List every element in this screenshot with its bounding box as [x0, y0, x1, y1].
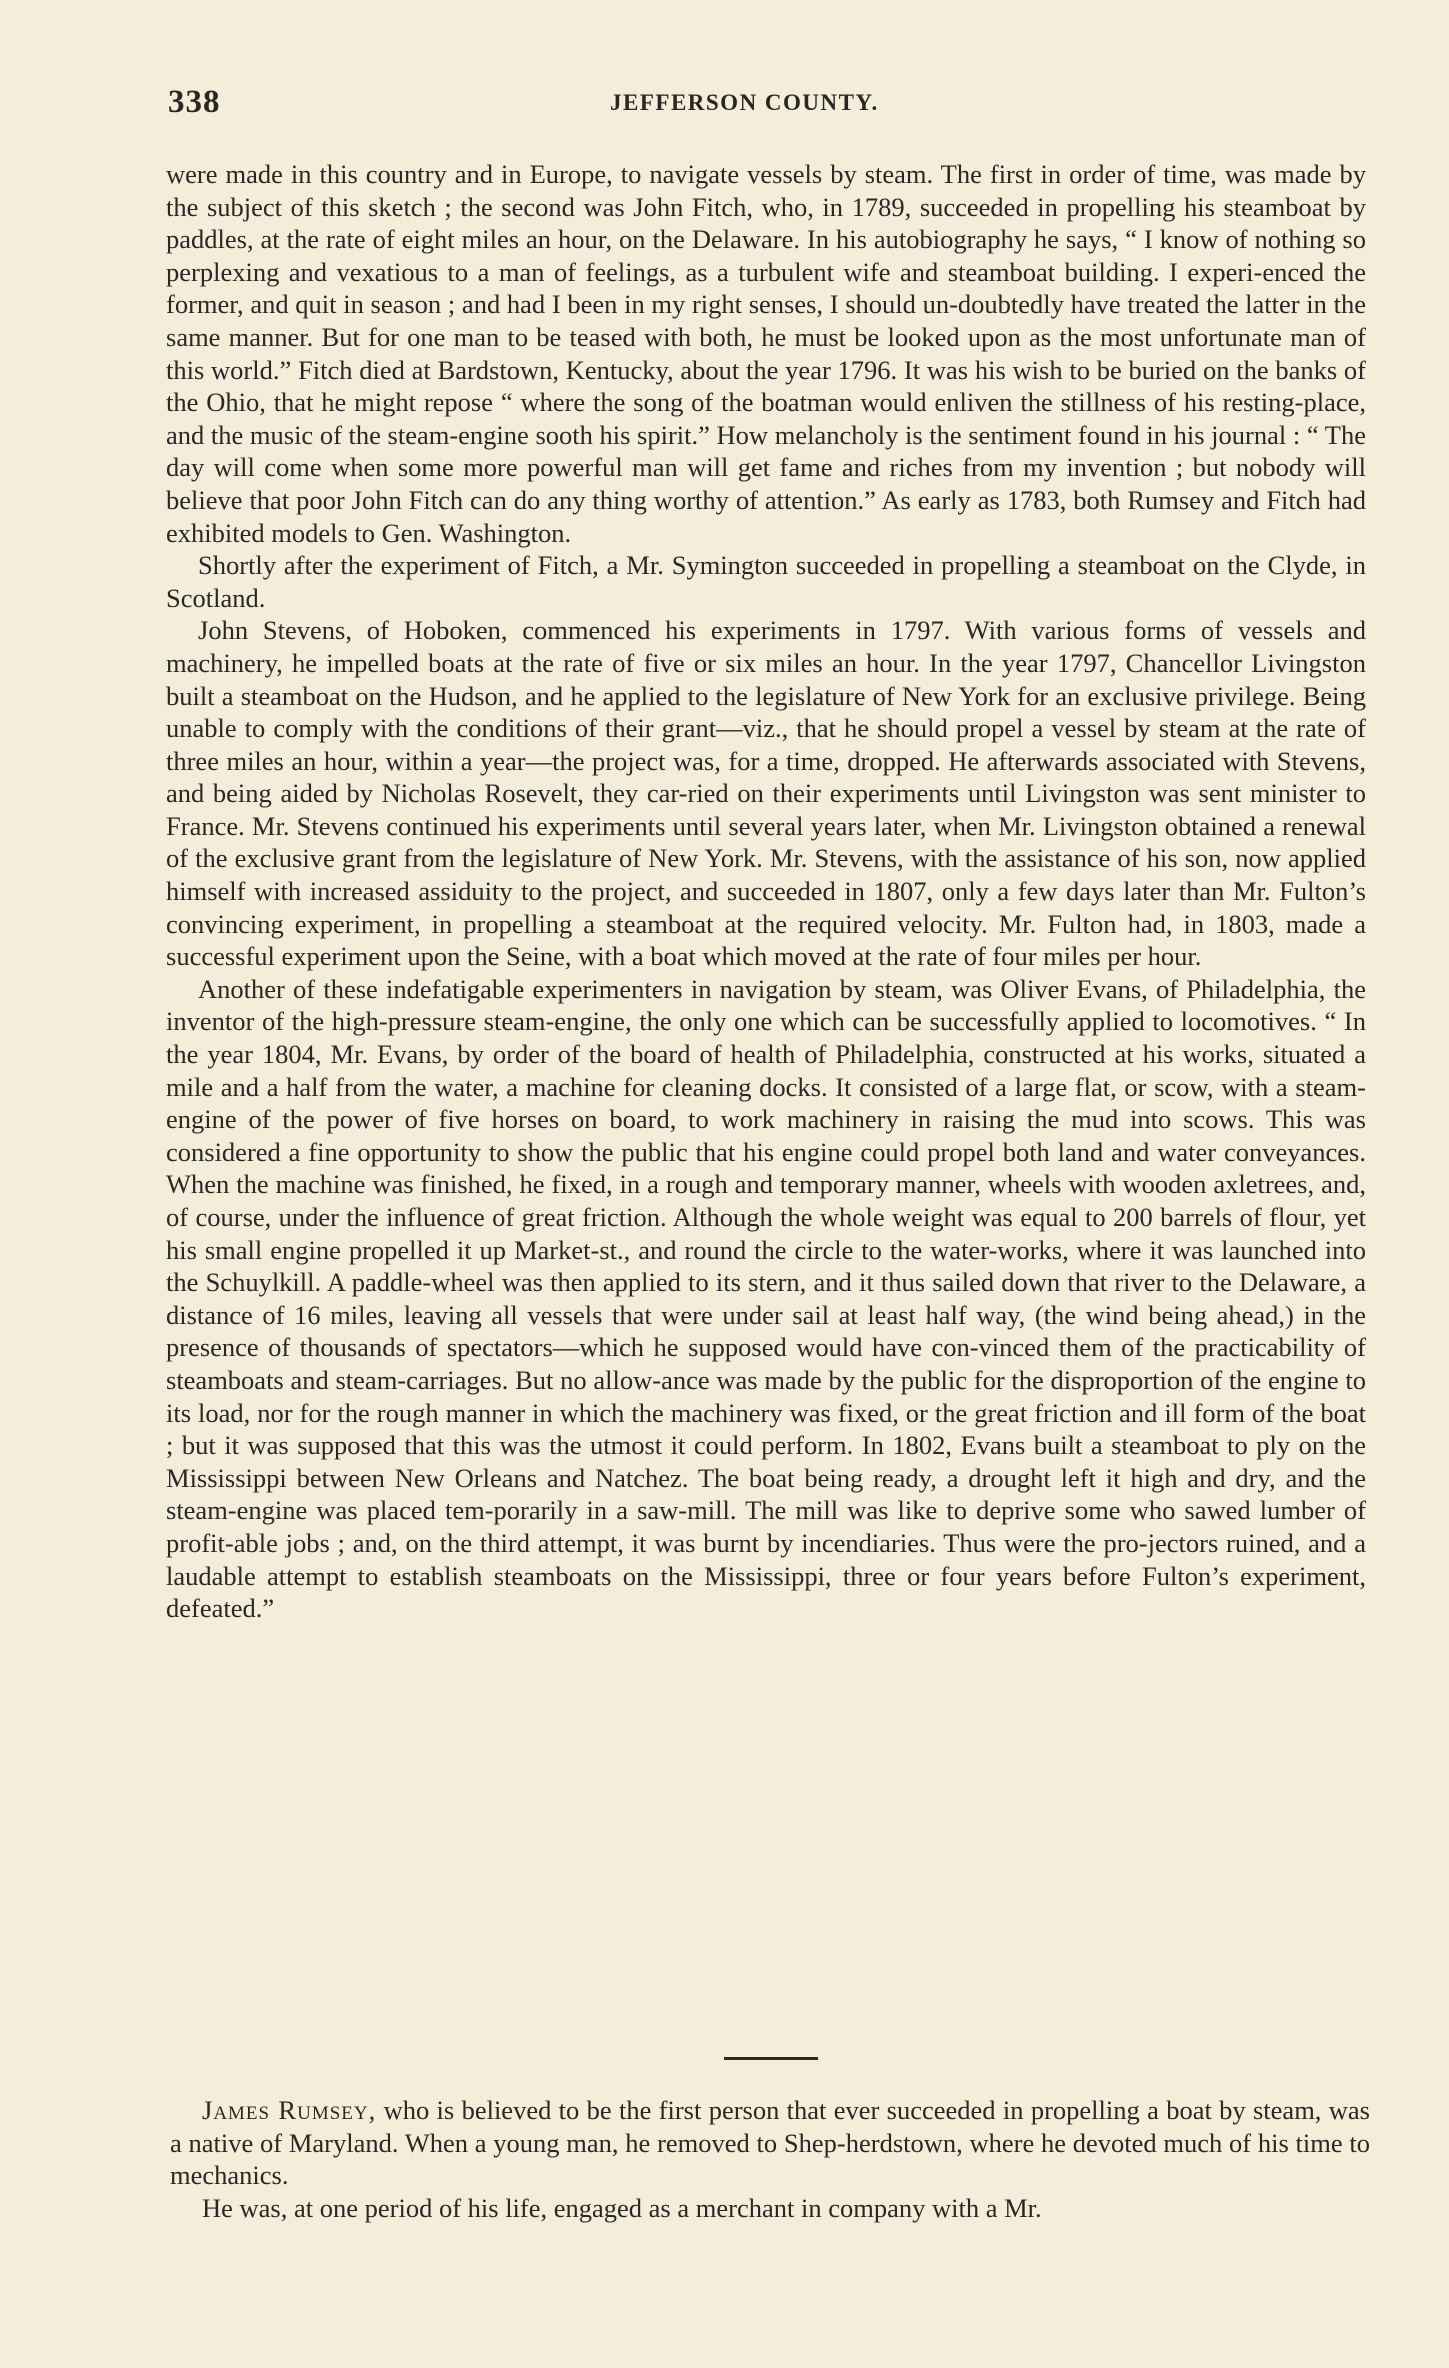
- paragraph-stevens: John Stevens, of Hoboken, commenced his experiments in 1797. With various forms of vessels and machinery, he impelled boats at the rate of five or six miles an hour. In the year 1797, Chancellor Livingston built a steamboat on the Hudson, and he applied to the legislature of New York for an exclusive privilege. Being unable to comply with the conditions of their grant—viz., that he should propel a vessel by steam at the rate of three miles an hour, within a year—the project was, for a time, dropped. He afterwards associated with Stevens, and being aided by Nicholas Rosevelt, they car-ried on their experiments until Livingston was sent minister to France. Mr. Stevens continued his experiments until several years later, when Mr. Livingston obtained a renewal of the exclusive grant from the legislature of New York. Mr. Stevens, with the assistance of his son, now applied himself with increased assiduity to the project, and succeeded in 1807, only a few days later than Mr. Fulton’s convincing experiment, in propelling a steamboat at the required velocity. Mr. Fulton had, in 1803, made a successful experiment upon the Seine, with a boat which moved at the rate of four miles per hour.: [166, 615, 1366, 972]
- rumsey-section: [170, 2094, 1370, 2224]
- running-title: JEFFERSON COUNTY.: [610, 90, 879, 115]
- page-header: [168, 84, 1368, 124]
- page-number: 338: [168, 84, 221, 120]
- paragraph-symington: Shortly after the experiment of Fitch, a Mr. Symington succeeded in propelling a steamboat on the Clyde, in Scotland.: [166, 550, 1366, 613]
- paragraph-rumsey-intro-text: who is believed to be the first person that ever succeeded in propelling a boat by steam, was a native of Maryland. When a young man, he removed to Shep-herdstown, where he devoted much of his time to mechanics.: [170, 2095, 1370, 2191]
- section-divider: [724, 2057, 818, 2060]
- paragraph-rumsey-merchant: He was, at one period of his life, engaged as a merchant in company with a Mr.: [202, 2192, 1042, 2223]
- subject-name: James Rumsey,: [202, 2095, 377, 2125]
- paragraph-rumsey-intro: [170, 2094, 1370, 2192]
- main-text: [166, 158, 1366, 1625]
- paragraph-continued: were made in this country and in Europe, to navigate vessels by steam. The first in order of time, was made by the subject of this sketch ; the second was John Fitch, who, in 1789, succeeded in propelling his steamboat by paddles, at the rate of eight miles an hour, on the Delaware. In his autobiography he says, “ I know of nothing so perplexing and vexatious to a man of feelings, as a turbulent wife and steamboat building. I experi-enced the former, and quit in season ; and had I been in my right senses, I should un-doubtedly have treated the latter in the same manner. But for one man to be teased with both, he must be looked upon as the most unfortunate man of this world.” Fitch died at Bardstown, Kentucky, about the year 1796. It was his wish to be buried on the banks of the Ohio, that he might repose “ where the song of the boatman would enliven the stillness of his resting-place, and the music of the steam-engine sooth his spirit.” How melancholy is the sentiment found in his journal : “ The day will come when some more powerful man will get fame and riches from my invention ; but nobody will believe that poor John Fitch can do any thing worthy of attention.” As early as 1783, both Rumsey and Fitch had exhibited models to Gen. Washington.: [166, 159, 1366, 548]
- paragraph-evans: Another of these indefatigable experimenters in navigation by steam, was Oliver Evans, of Philadelphia, the inventor of the high-pressure steam-engine, the only one which can be successfully applied to locomotives. “ In the year 1804, Mr. Evans, by order of the board of health of Philadelphia, constructed at his works, situated a mile and a half from the water, a machine for cleaning docks. It consisted of a large flat, or scow, with a steam-engine of the power of five horses on board, to work machinery in raising the mud into scows. This was considered a fine opportunity to show the public that his engine could propel both land and water conveyances. When the machine was finished, he fixed, in a rough and temporary manner, wheels with wooden axletrees, and, of course, under the influence of great friction. Although the whole weight was equal to 200 barrels of flour, yet his small engine propelled it up Market-st., and round the circle to the water-works, where it was launched into the Schuylkill. A paddle-wheel was then applied to its stern, and it thus sailed down that river to the Delaware, a distance of 16 miles, leaving all vessels that were under sail at least half way, (the wind being ahead,) in the presence of thousands of spectators—which he supposed would have con-vinced them of the practicability of steamboats and steam-carriages. But no allow-ance was made by the public for the disproportion of the engine to its load, nor for the rough manner in which the machinery was fixed, or the great friction and ill form of the boat ; but it was supposed that this was the utmost it could perform. In 1802, Evans built a steamboat to ply on the Mississippi between New Orleans and Natchez. The boat being ready, a drought left it high and dry, and the steam-engine was placed tem-porarily in a saw-mill. The mill was like to deprive some who sawed lumber of profit-able jobs ; and, on the third attempt, it was burnt by incendiaries. Thus were the pro-jectors ruined, and a laudable attempt to establish steamboats on the Mississippi, three or four years before Fulton’s experiment, defeated.”: [166, 973, 1366, 1624]
